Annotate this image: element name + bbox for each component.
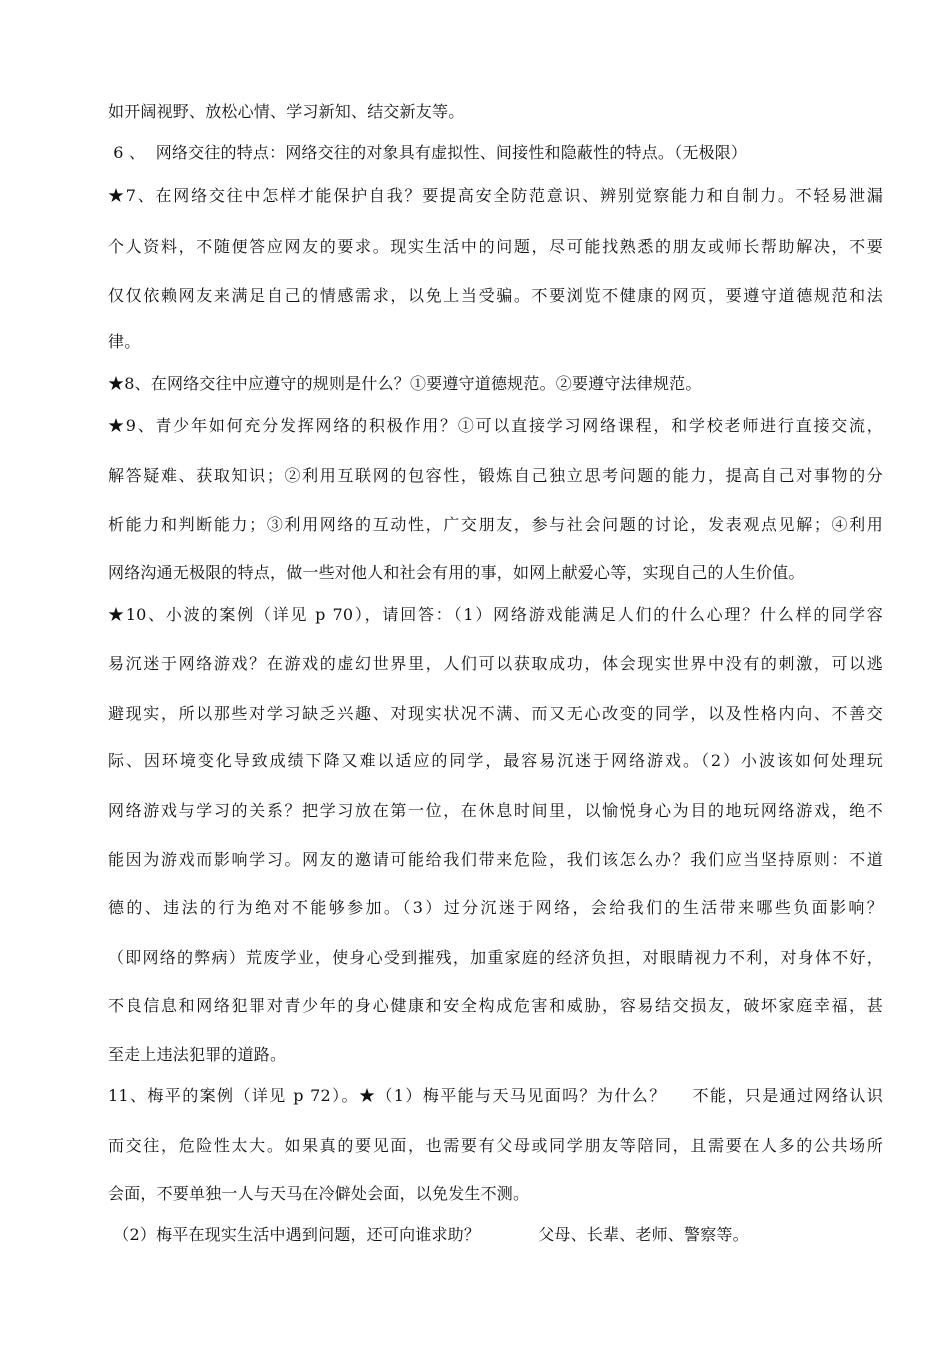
- text-line-25: （2）梅平在现实生活中遇到问题，还可向谁求助？ 父母、长辈、老师、警察等。: [108, 1225, 749, 1244]
- text-line-13: 易沉迷于网络游戏？在游戏的虚幻世界里，人们可以获取成功，体会现实世界中没有的刺激，可以逃: [108, 654, 883, 673]
- text-line-7: ★8、在网络交往中应遵守的规则是什么？①要遵守道德规范。②要遵守法律规范。: [108, 374, 702, 393]
- text-line-21: 至走上违法犯罪的道路。: [108, 1045, 287, 1064]
- text-line-5: 仅仅依赖网友来满足自己的情感需求，以免上当受骗。不要浏览不健康的网页，要遵守道德规范和法: [108, 286, 883, 305]
- text-line-6: 律。: [108, 332, 141, 351]
- text-line-17: 能因为游戏而影响学习。网友的邀请可能给我们带来危险，我们该怎么办？我们应当坚持原则：不道: [108, 850, 883, 869]
- text-line-9: 解答疑难、获取知识；②利用互联网的包容性，锻炼自己独立思考问题的能力，提高自己对事物的分: [108, 466, 883, 485]
- text-line-1: 如开阔视野、放松心情、学习新知、结交新友等。: [108, 102, 465, 121]
- text-line-24: 会面，不要单独一人与天马在冷僻处会面，以免发生不测。: [108, 1184, 530, 1203]
- text-line-16: 网络游戏与学习的关系？把学习放在第一位，在休息时间里，以愉悦身心为目的地玩网络游戏，绝不: [108, 801, 883, 820]
- text-line-14: 避现实，所以那些对学习缺乏兴趣、对现实状况不满、而又无心改变的同学，以及性格内向、不善交: [108, 704, 883, 723]
- text-line-3: ★7、在网络交往中怎样才能保护自我？要提高安全防范意识、辨别觉察能力和自制力。不轻易泄漏: [108, 186, 883, 205]
- text-line-8: ★9、青少年如何充分发挥网络的积极作用？①可以直接学习网络课程，和学校老师进行直接交流，: [108, 416, 883, 435]
- text-line-22: 11、梅平的案例（详见 p 72）。★（1）梅平能与天马见面吗？为什么？ 不能，只是通过网络认识: [108, 1086, 883, 1105]
- text-line-10: 析能力和判断能力；③利用网络的互动性，广交朋友，参与社会问题的讨论，发表观点见解；④利用: [108, 515, 883, 534]
- text-line-19: （即网络的弊病）荒废学业，使身心受到摧残，加重家庭的经济负担，对眼睛视力不利，对身体不好，: [108, 948, 883, 967]
- text-line-23: 而交往，危险性太大。如果真的要见面，也需要有父母或同学朋友等陪同，且需要在人多的公共场所: [108, 1136, 883, 1155]
- text-line-4: 个人资料，不随便答应网友的要求。现实生活中的问题，尽可能找熟悉的朋友或师长帮助解决，不要: [108, 237, 883, 256]
- text-line-11: 网络沟通无极限的特点，做一些对他人和社会有用的事，如网上献爱心等，实现自己的人生价值。: [108, 563, 805, 582]
- text-line-2: 6 、 网络交往的特点：网络交往的对象具有虚拟性、间接性和隐蔽性的特点。（无极限）: [108, 143, 748, 162]
- text-line-20: 不良信息和网络犯罪对青少年的身心健康和安全构成危害和威胁，容易结交损友，破坏家庭幸福，甚: [108, 996, 883, 1015]
- text-line-12: ★10、小波的案例（详见 p 70），请回答：（1）网络游戏能满足人们的什么心理？什么样的同学容: [108, 605, 883, 624]
- text-line-15: 际、因环境变化导致成绩下降又难以适应的同学，最容易沉迷于网络游戏。（2）小波该如何处理玩: [108, 751, 883, 770]
- text-line-18: 德的、违法的行为绝对不能够参加。（3）过分沉迷于网络，会给我们的生活带来哪些负面影响？: [108, 898, 883, 917]
